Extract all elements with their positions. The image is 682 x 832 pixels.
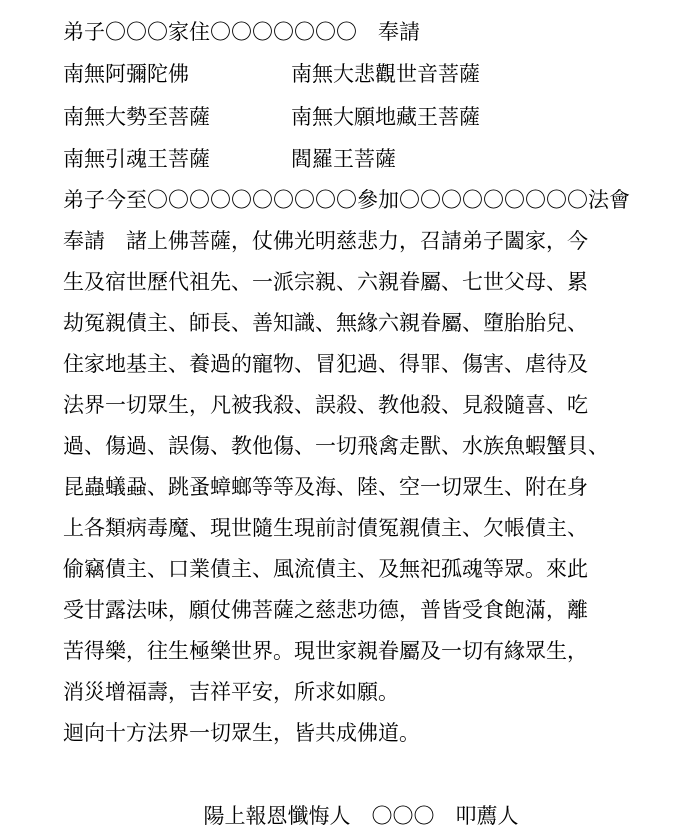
body-line: 法界一切眾生，凡被我殺、誤殺、教他殺、見殺隨喜、吃 (63, 393, 588, 417)
invocation-left-1: 南無阿彌陀佛 (63, 62, 189, 86)
invocation-left-3: 南無引魂王菩薩 (63, 147, 210, 171)
dedication-line: 迴向十方法界一切眾生，皆共成佛道。 (63, 721, 420, 745)
invocation-left-2: 南無大勢至菩薩 (63, 105, 210, 129)
body-line: 奉請 諸上佛菩薩，仗佛光明慈悲力，召請弟子闔家，今 (63, 229, 588, 253)
body-line: 偷竊債主、口業債主、風流債主、及無祀孤魂等眾。來此 (63, 557, 588, 581)
invocation-right-1: 南無大悲觀世音菩薩 (291, 62, 480, 86)
invocation-right-2: 南無大願地藏王菩薩 (291, 105, 480, 129)
body-line: 受甘露法味，願仗佛菩薩之慈悲功德，普皆受食飽滿，離 (63, 598, 588, 622)
body-line: 生及宿世歷代祖先、一派宗親、六親眷屬、七世父母、累 (63, 270, 588, 294)
body-line: 昆蟲蟻蝨、跳蚤蟑螂等等及海、陸、空一切眾生、附在身 (63, 475, 588, 499)
invocation-right-3: 閻羅王菩薩 (291, 147, 396, 171)
body-line: 苦得樂，往生極樂世界。現世家親眷屬及一切有緣眾生， (63, 639, 588, 663)
body-line: 弟子今至〇〇〇〇〇〇〇〇〇〇參加〇〇〇〇〇〇〇〇〇法會 (63, 188, 630, 212)
body-line: 劫冤親債主、師長、善知識、無緣六親眷屬、墮胎胎兒、 (63, 311, 588, 335)
title-line: 弟子〇〇〇家住〇〇〇〇〇〇〇 奉請 (63, 20, 420, 44)
body-line: 過、傷過、誤傷、教他傷、一切飛禽走獸、水族魚蝦蟹貝、 (63, 434, 609, 458)
body-line: 消災增福壽，吉祥平安，所求如願。 (63, 680, 399, 704)
signature-line: 陽上報恩懺悔人 〇〇〇 叩薦人 (203, 804, 519, 828)
body-line: 住家地基主、養過的寵物、冒犯過、得罪、傷害、虐待及 (63, 352, 588, 376)
body-line: 上各類病毒魔、現世隨生現前討債冤親債主、欠帳債主、 (63, 516, 588, 540)
